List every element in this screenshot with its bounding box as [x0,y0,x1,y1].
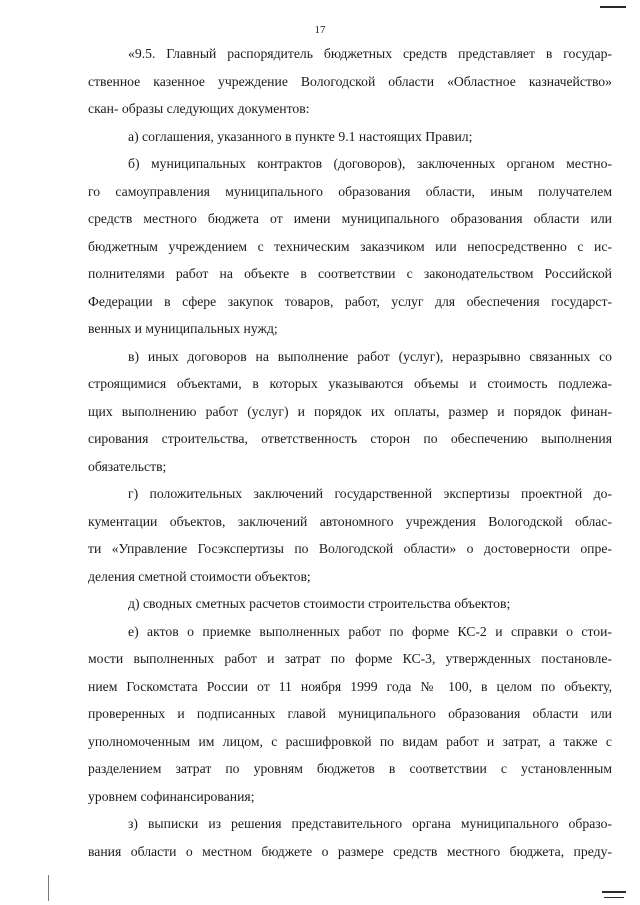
text-line: з) выписки из решения представительного органа муниципального образо- [128,816,612,831]
text-line: в) иных договоров на выполнение работ (услуг), неразрывно связанных со [128,348,612,364]
text-line: «9.5. Главный распорядитель бюджетных средств представляет в государ- [128,46,612,61]
text-line: г) положительных заключений государственной экспертизы проектной до- [128,486,612,501]
paragraph-pd [88,590,612,618]
text-line: уполномоченным им лицом, с расшифровкой по видам работ и затрат, а также с [88,733,612,749]
text-line: щих выполнению работ (услуг) и порядок их оплаты, размер и порядок финан- [88,403,612,419]
text-line: проверенных и подписанных главой муниципального образования области или [88,706,612,721]
text-line: а) соглашения, указанного в пункте 9.1 настоящих Правил; [128,128,473,144]
scan-edge-mark [602,891,626,893]
text-line: уровнем софинансирования; [88,788,255,804]
text-line: разделением затрат по уровням бюджетов в соответствии с установленным [88,761,612,776]
text-line: ственное казенное учреждение Вологодской области «Областное казначейство» [88,73,612,89]
text-line: Федерации в сфере закупок товаров, работ, услуг для обеспечения государст- [88,293,612,309]
paragraph-pz [88,810,612,865]
text-line: е) актов о приемке выполненных работ по форме КС-2 и справки о стои- [128,623,612,639]
page-number: 17 [314,24,326,36]
scan-edge-mark [600,6,626,8]
text-line: сирования строительства, ответственность сторон по обеспечению выполнения [88,431,612,446]
paragraph-pe [88,618,612,811]
text-line: полнителями работ на объекте в соответствии с законодательством Российской [88,266,612,281]
paragraph-pb [88,150,612,343]
paragraph-pv [88,343,612,481]
paragraph-p95 [88,40,612,123]
text-line: скан- образы следующих документов: [88,101,310,116]
text-line: мости выполненных работ и затрат по форме КС-3, утвержденных постановле- [88,651,612,666]
text-line: б) муниципальных контрактов (договоров), заключенных органом местно- [128,156,612,171]
text-line: го самоуправления муниципального образования области, иным получателем [88,183,612,199]
text-line: вания области о местном бюджете о размере средств местного бюджета, преду- [88,843,612,859]
text-line: средств местного бюджета от имени муниципального образования области или [88,211,612,226]
paragraph-pg [88,480,612,590]
text-line: кументации объектов, заключений автономного учреждения Вологодской облас- [88,513,612,529]
scan-edge-mark [48,875,49,901]
text-line: нием Госкомстата России от 11 ноября 1999 года № 100, в целом по объекту, [88,678,612,694]
text-line: обязательств; [88,458,167,474]
text-line: деления сметной стоимости объектов; [88,568,311,584]
text-line: строящимися объектами, в которых указываются объемы и стоимость подлежа- [88,376,612,391]
text-line: бюджетным учреждением с техническим заказчиком или непосредственно с ис- [88,238,612,254]
text-line: ти «Управление Госэкспертизы по Вологодской области» о достоверности опре- [88,541,612,556]
text-line: венных и муниципальных нужд; [88,321,278,336]
document-body [88,40,612,865]
scan-edge-mark [604,897,624,898]
paragraph-pa [88,123,612,151]
text-line: д) сводных сметных расчетов стоимости строительства объектов; [128,596,511,611]
